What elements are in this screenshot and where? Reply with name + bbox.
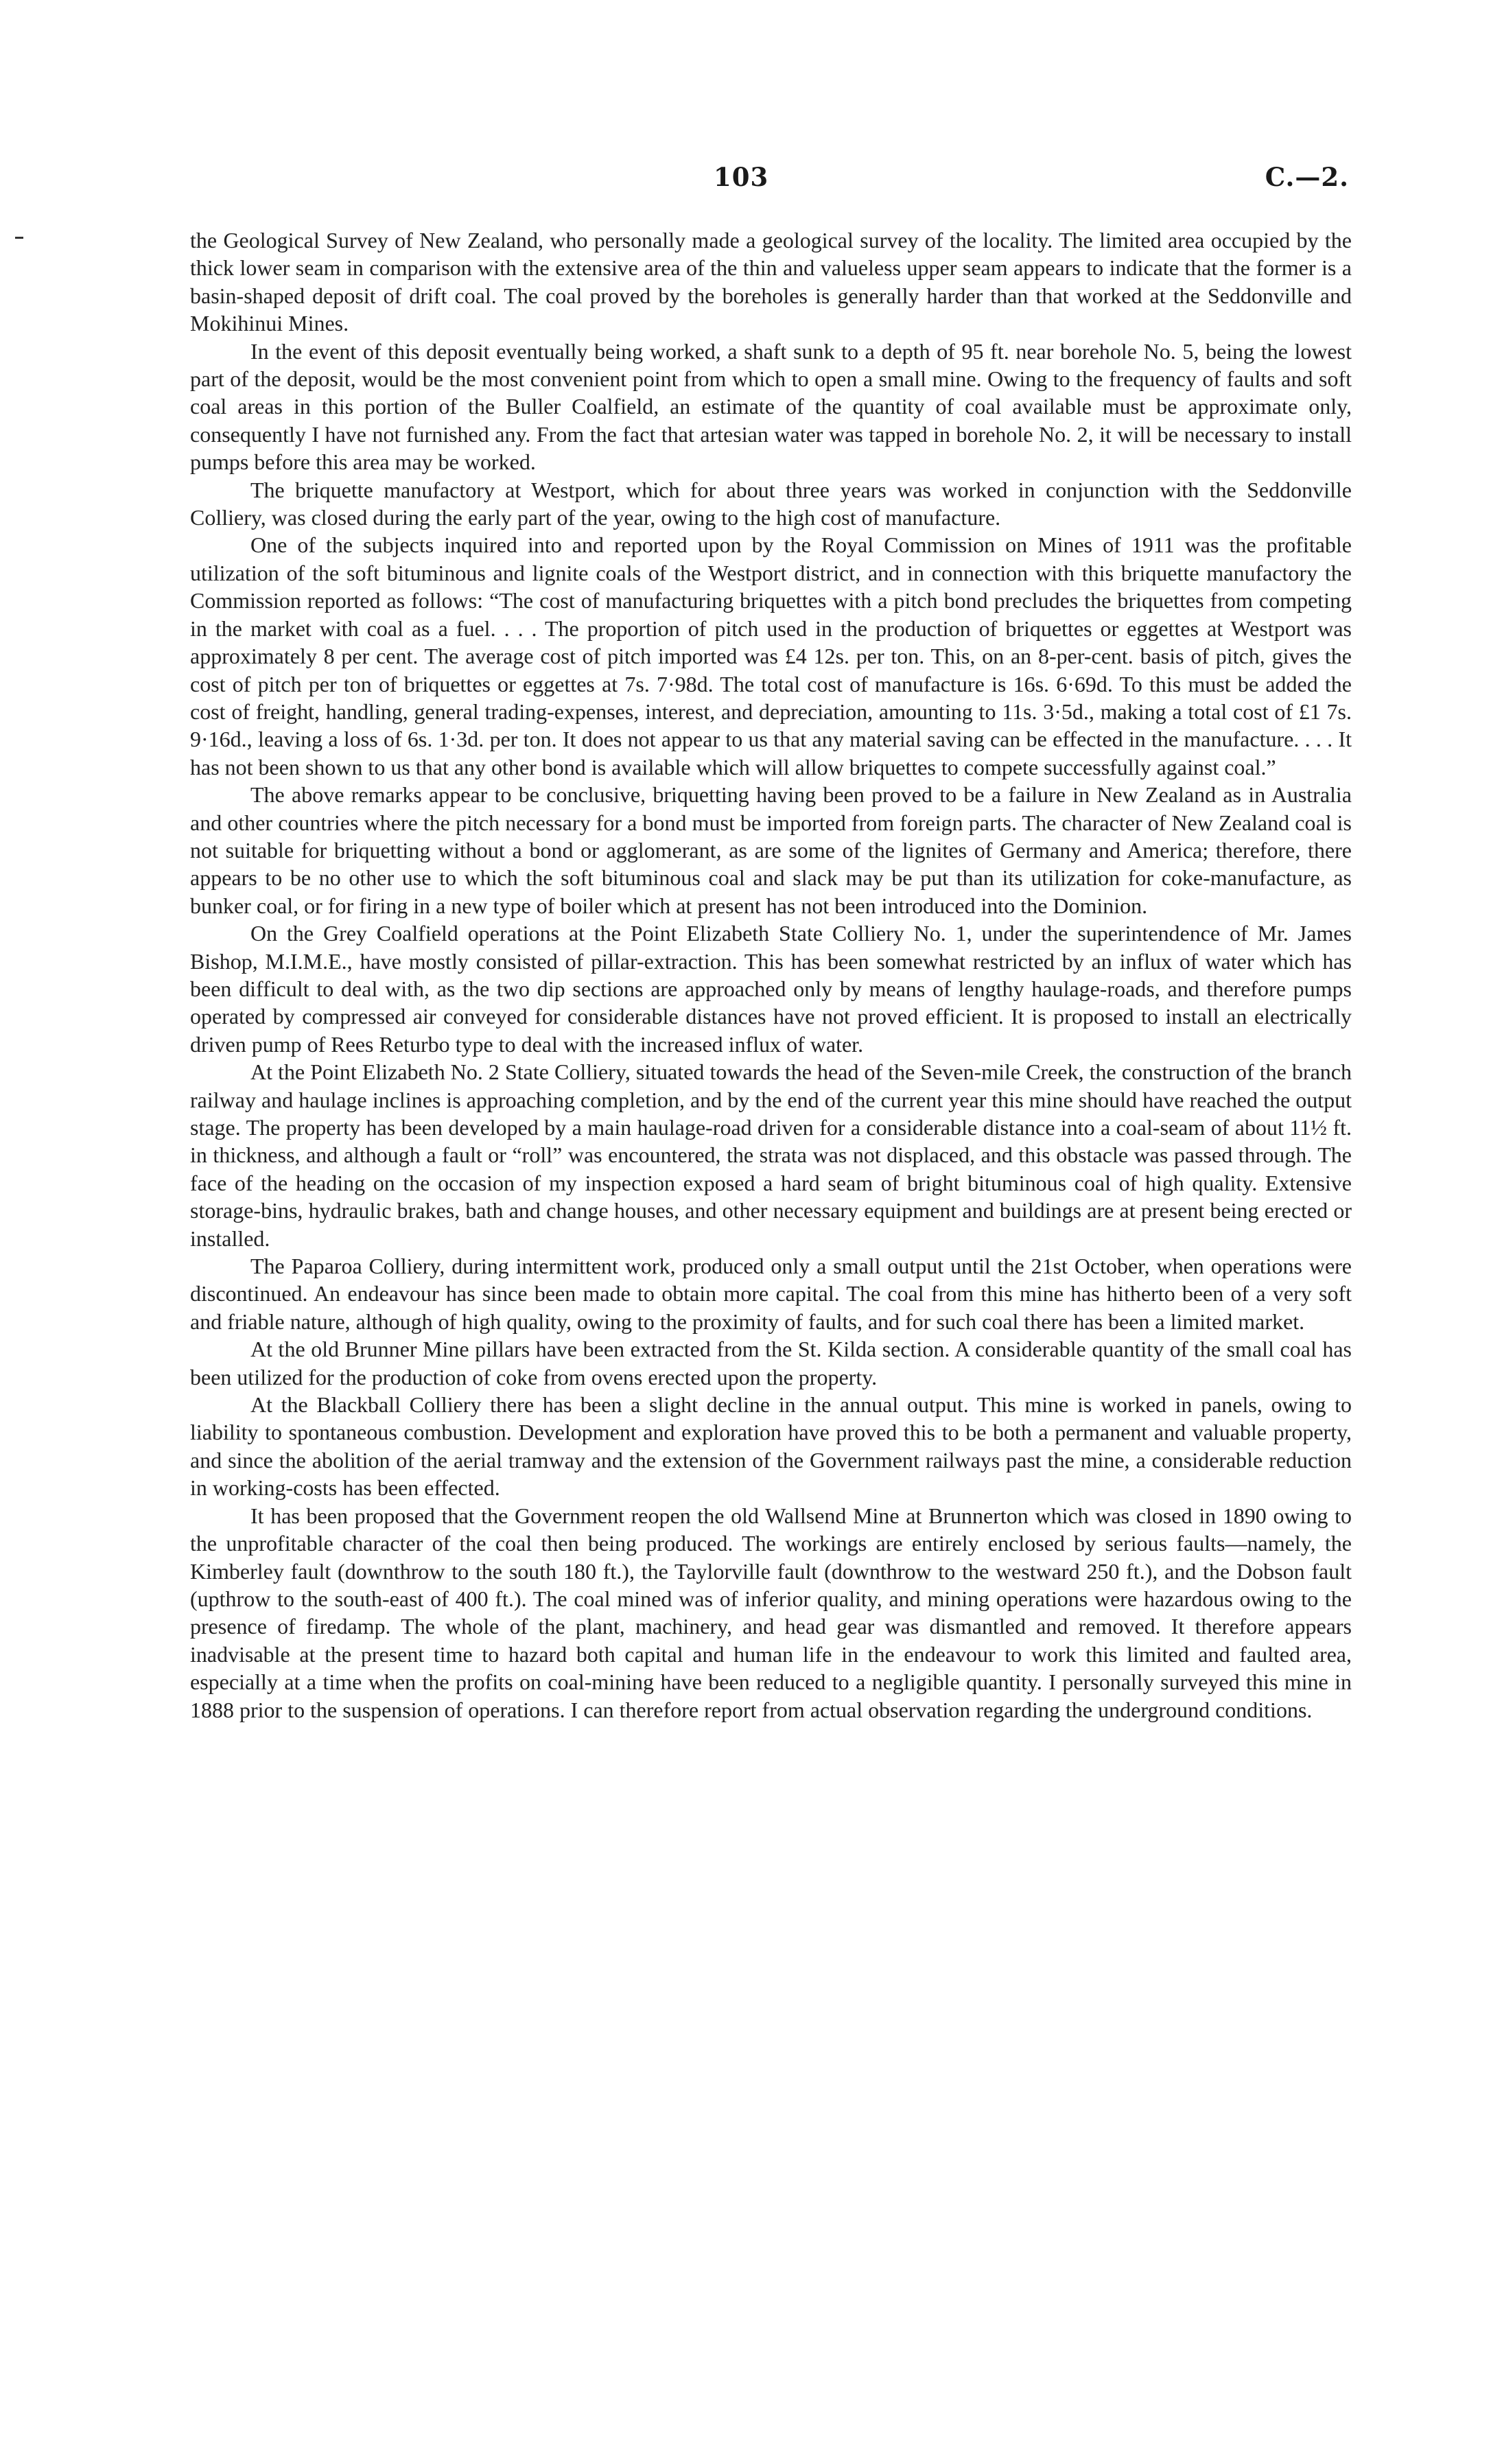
page-header [0, 162, 1491, 203]
paragraph-wallsend-mine: It has been proposed that the Government reopen the old Wallsend Mine at Brunnerton which was closed in 1890 owing to the unprofitable character of the coal then being produced. The workings are entirely enclosed by serious faults—namely, the Kimberley fault (downthrow to the south 180 ft.), the Taylorville fault (downthrow to the westward 250 ft.), and the Dobson fault (upthrow to the south-east of 400 ft.). The coal mined was of inferior quality, and mining operations were hazardous owing to the presence of firedamp. The whole of the plant, machinery, and head gear was dismantled and removed. It therefore appears inadvisable at the present time to hazard both capital and human life in the endeavour to work this limited and faulted area, especially at a time when the profits on coal-mining have been reduced to a negligible quantity. I personally surveyed this mine in 1888 prior to the suspension of operations. I can therefore report from actual observation regarding the underground conditions. [190, 1503, 1352, 1722]
paragraph-briquetting-conclusion: The above remarks appear to be conclusive, briquetting having been proved to be a failure in New Zealand as in Australia and other countries where the pitch necessary for a bond must be imported from foreign parts. The character of New Zealand coal is not suitable for briquetting without a bond or agglomerant, as are some of the lignites of Germany and America; therefore, there appears to be no other use to which the soft bituminous coal and slack may be put than its utilization for coke-manufacture, as bunker coal, or for firing in a new type of boiler which at present has not been introduced into the Dominion. [190, 782, 1352, 918]
paragraph-point-elizabeth-no1: On the Grey Coalfield operations at the Point Elizabeth State Colliery No. 1, under the superintendence of Mr. James Bishop, M.I.M.E., have mostly consisted of pillar-extraction. This has been somewhat restricted by an influx of water which has been difficult to deal with, as the two dip sections are approached only by means of lengthy haulage-roads, and therefore pumps operated by compressed air conveyed for considerable distances have not proved efficient. It is proposed to install an electrically driven pump of Rees Returbo type to deal with the increased influx of water. [190, 921, 1352, 1057]
paragraph-briquette-manufactory: The briquette manufactory at Westport, which for about three years was worked in conjunction with the Seddonville Colliery, was closed during the early part of the year, owing to the high cost of manufacture. [190, 477, 1352, 530]
paper-reference: C.—2. [1265, 162, 1349, 192]
paragraph-point-elizabeth-no2: At the Point Elizabeth No. 2 State Colliery, situated towards the head of the Seven-mile Creek, the construction of the branch railway and haulage inclines is approaching completion, and by the end of the current year this mine should have reached the output stage. The property has been developed by a main haulage-road driven for a considerable distance into a coal-seam of about 11½ ft. in thickness, and although a fault or “roll” was encountered, the strata was not displaced, and this obstacle was passed through. The face of the heading on the occasion of my inspection exposed a hard seam of bright bituminous coal of high quality. Extensive storage-bins, hydraulic brakes, bath and change houses, and other necessary equipment and buildings are at present being erected or installed. [190, 1059, 1352, 1251]
page-number: 103 [714, 162, 769, 192]
paragraph-royal-commission: One of the subjects inquired into and reported upon by the Royal Commission on Mines of 1911 was the profitable utilization of the soft bituminous and lignite coals of the Westport district, and in connection with this briquette manufactory the Commission reported as follows: “The cost of manufacturing briquettes with a pitch bond precludes the briquettes from competing in the market with coal as a fuel. . . . The proportion of pitch used in the production of briquettes or eggettes at Westport was approximately 8 per cent. The average cost of pitch imported was £4 12s. per ton. This, on an 8-per-cent. basis of pitch, gives the cost of pitch per ton of briquettes or eggettes at 7s. 7·98d. The total cost of manufacture is 16s. 6·69d. To this must be added the cost of freight, handling, general trading-expenses, interest, and depreciation, amounting to 11s. 3·5d., making a total cost of £1 7s. 9·16d., leaving a loss of 6s. 1·3d. per ton. It does not appear to us that any material saving can be effected in the manufacture. . . . It has not been shown to us that any other bond is available which will allow briquettes to compete successfully against coal.” [190, 532, 1352, 779]
paragraph-blackball-colliery: At the Blackball Colliery there has been a slight decline in the annual output. This mine is worked in panels, owing to liability to spontaneous combustion. Development and exploration have proved this to be both a permanent and valuable property, and since the abolition of the aerial tramway and the extension of the Government railways past the mine, a considerable reduction in working-costs has been effected. [190, 1392, 1352, 1501]
body-text [190, 226, 1352, 1724]
paragraph-brunner-mine: At the old Brunner Mine pillars have been extracted from the St. Kilda section. A considerable quantity of the small coal has been utilized for the production of coke from ovens erected upon the property. [190, 1337, 1352, 1389]
paragraph-paparoa-colliery: The Paparoa Colliery, during intermittent work, produced only a small output until the 21st October, when operations were discontinued. An endeavour has since been made to obtain more capital. The coal from this mine has hitherto been of a very soft and friable nature, although of high quality, owing to the proximity of faults, and for such coal there has been a limited market. [190, 1254, 1352, 1334]
paragraph-deposit-working: In the event of this deposit eventually being worked, a shaft sunk to a depth of 95 ft. near borehole No. 5, being the lowest part of the deposit, would be the most convenient point from which to open a small mine. Owing to the frequency of faults and soft coal areas in this portion of the Buller Coalfield, an estimate of the quantity of coal available must be approximate only, consequently I have not furnished any. From the fact that artesian water was tapped in borehole No. 2, it will be necessary to install pumps before this area may be worked. [190, 338, 1352, 475]
margin-mark [15, 237, 23, 239]
paragraph-geological-survey: the Geological Survey of New Zealand, who personally made a geological survey of the locality. The limited area occupied by the thick lower seam in comparison with the extensive area of the thin and valueless upper seam appears to indicate that the former is a basin-shaped deposit of drift coal. The coal proved by the boreholes is generally harder than that worked at the Seddonville and Mokihinui Mines. [190, 228, 1352, 336]
